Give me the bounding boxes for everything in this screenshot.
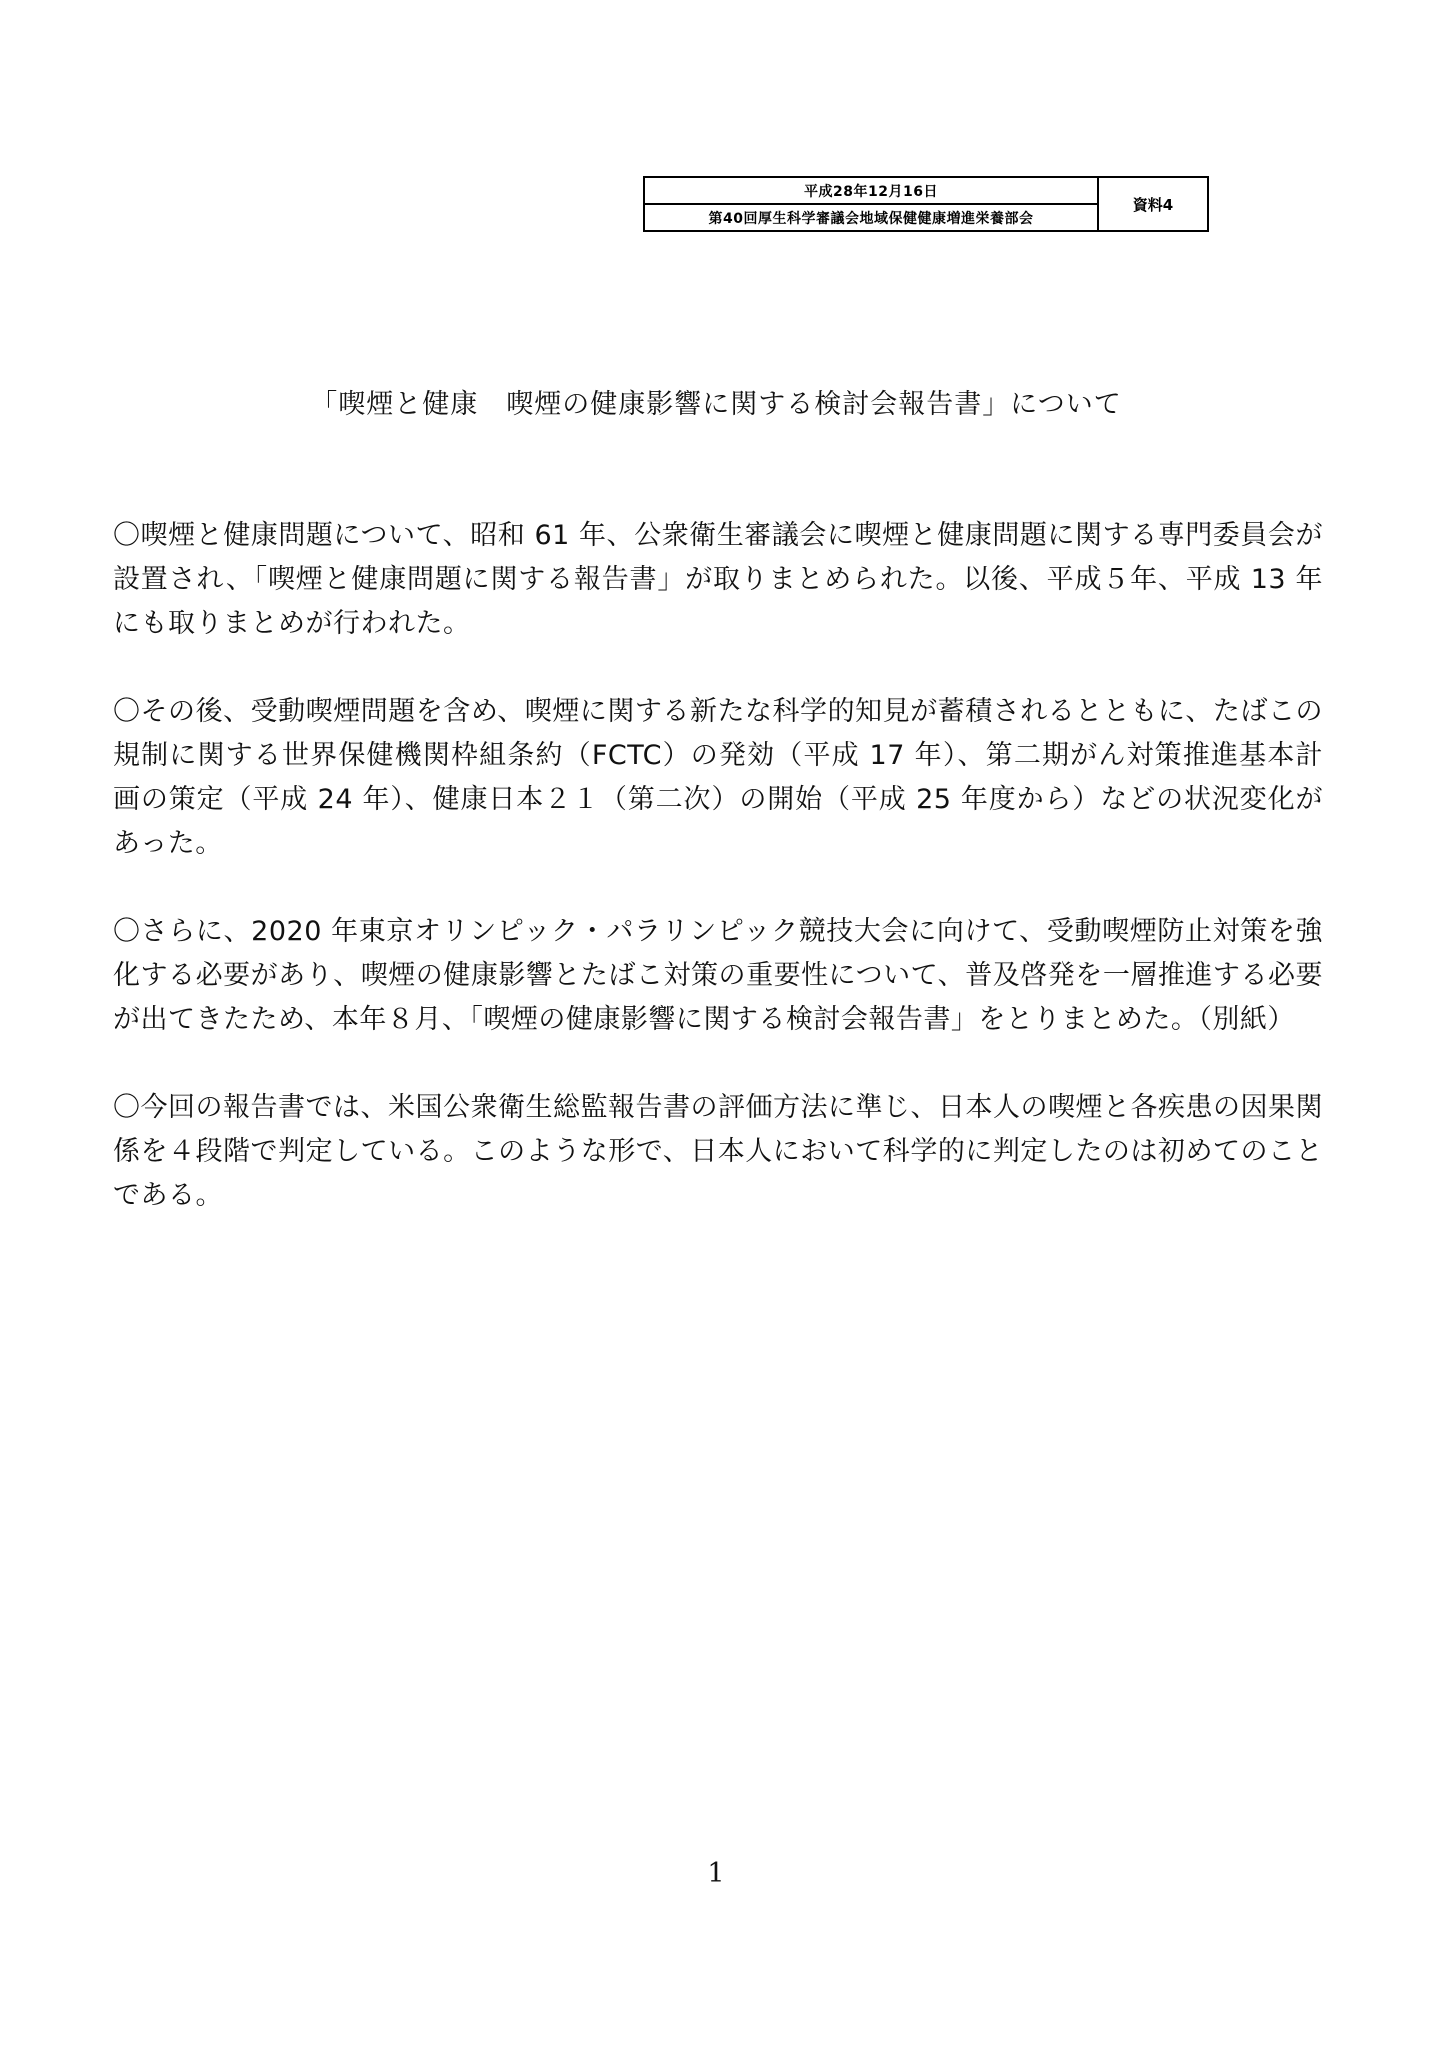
document-header-box — [643, 176, 1209, 232]
document-title: 「喫煙と健康 喫煙の健康影響に関する検討会報告書」について — [310, 389, 1122, 420]
header-left-column — [645, 178, 1099, 230]
paragraph-1: 〇喫煙と健康問題について、昭和 61 年、公衆衛生審議会に喫煙と健康問題に関する専門委員会が設置され、「喫煙と健康問題に関する報告書」が取りまとめられた。以後、平成５年、平成 13 年にも取りまとめが行われた。 — [113, 520, 1323, 639]
header-document-number: 資料4 — [1132, 195, 1174, 214]
paragraph-2: 〇その後、受動喫煙問題を含め、喫煙に関する新たな科学的知見が蓄積されるとともに、たばこの規制に関する世界保健機関枠組条約（FCTC）の発効（平成 17 年）、第二期がん対策推進基本計画の策定（平成 24 年）、健康日本２１（第二次）の開始（平成 25 年度から）などの状況変化があった。 — [113, 696, 1323, 859]
paragraph-3: 〇さらに、2020 年東京オリンピック・パラリンピック競技大会に向けて、受動喫煙防止対策を強化する必要があり、喫煙の健康影響とたばこ対策の重要性について、普及啓発を一層推進する必要が出てきたため、本年８月、「喫煙の健康影響に関する検討会報告書」をとりまとめた。（別紙） — [113, 916, 1323, 1035]
page-number: 1 — [707, 1858, 725, 1889]
paragraph-4: 〇今回の報告書では、米国公衆衛生総監報告書の評価方法に準じ、日本人の喫煙と各疾患の因果関係を４段階で判定している。このような形で、日本人において科学的に判定したのは初めてのことである。 — [113, 1092, 1323, 1211]
header-meeting: 第40回厚生科学審議会地域保健健康増進栄養部会 — [708, 210, 1034, 227]
document-body — [113, 514, 1323, 1262]
header-date: 平成28年12月16日 — [645, 178, 1097, 205]
